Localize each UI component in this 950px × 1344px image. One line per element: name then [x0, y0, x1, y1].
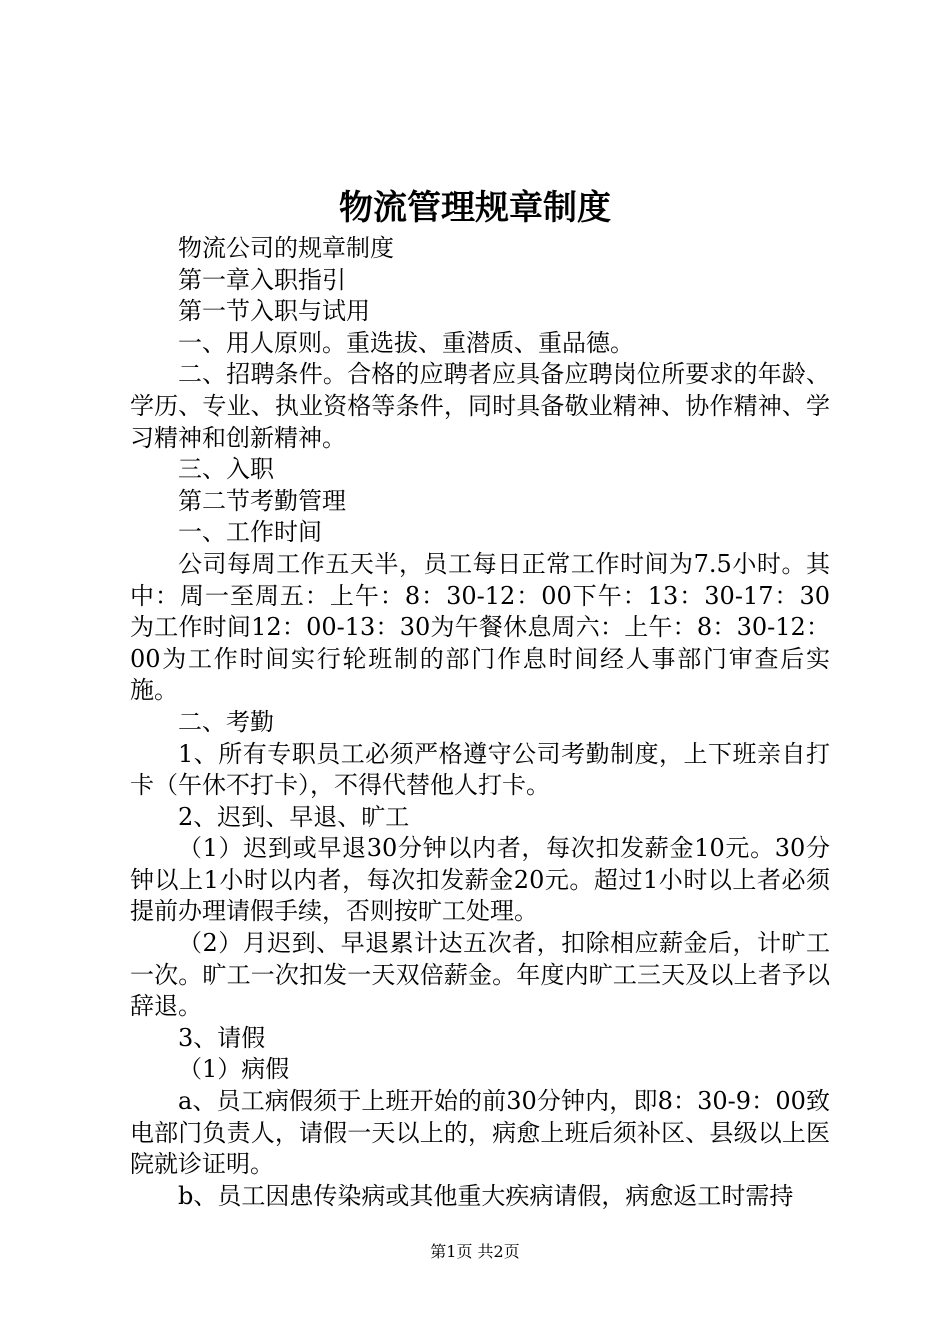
paragraph: 二、招聘条件。合格的应聘者应具备应聘岗位所要求的年龄、学历、专业、执业资格等条件，同时具备敬业精神、协作精神、学习精神和创新精神。: [130, 360, 830, 452]
paragraph: a、员工病假须于上班开始的前30分钟内，即8：30-9：00致电部门负责人，请假一天以上的，病愈上班后须补区、县级以上医院就诊证明。: [130, 1087, 830, 1179]
paragraph: b、员工因患传染病或其他重大疾病请假，病愈返工时需持: [178, 1181, 794, 1210]
paragraph: 二、考勤: [178, 707, 274, 736]
document-title: 物流管理规章制度: [339, 188, 611, 228]
paragraph: 3、请假: [178, 1023, 266, 1052]
paragraph: 公司每周工作五天半，员工每日正常工作时间为7.5小时。其中：周一至周五：上午：8：30-12：00下午：13：30-17：30为工作时间12：00-13：30为午餐休息周六：上午：8：30-12：00为工作时间实行轮班制的部门作息时间经人事部门审查后实施。: [130, 549, 830, 705]
paragraph: （1）迟到或早退30分钟以内者，每次扣发薪金10元。30分钟以上1小时以内者，每次扣发薪金20元。超过1小时以上者必须提前办理请假手续，否则按旷工处理。: [130, 834, 830, 926]
paragraph: 1、所有专职员工必须严格遵守公司考勤制度，上下班亲自打卡（午休不打卡），不得代替他人打卡。: [130, 739, 830, 800]
paragraph: 一、工作时间: [178, 518, 322, 547]
paragraph: （2）月迟到、早退累计达五次者，扣除相应薪金后，计旷工一次。旷工一次扣发一天双倍薪金。年度内旷工三天及以上者予以辞退。: [130, 929, 830, 1021]
document-body: [130, 233, 830, 1212]
paragraph: 第二节考勤管理: [178, 486, 346, 515]
paragraph: 一、用人原则。重选拔、重潜质、重品德。: [178, 328, 634, 357]
paragraph: 物流公司的规章制度: [178, 234, 394, 262]
paragraph: 三、入职: [178, 455, 274, 484]
paragraph: 第一章入职指引: [178, 265, 346, 294]
paragraph: 第一节入职与试用: [178, 297, 370, 326]
paragraph: （1）病假: [178, 1055, 290, 1084]
page-number-footer: 第1页 共2页: [430, 1242, 520, 1261]
paragraph: 2、迟到、早退、旷工: [178, 802, 410, 831]
